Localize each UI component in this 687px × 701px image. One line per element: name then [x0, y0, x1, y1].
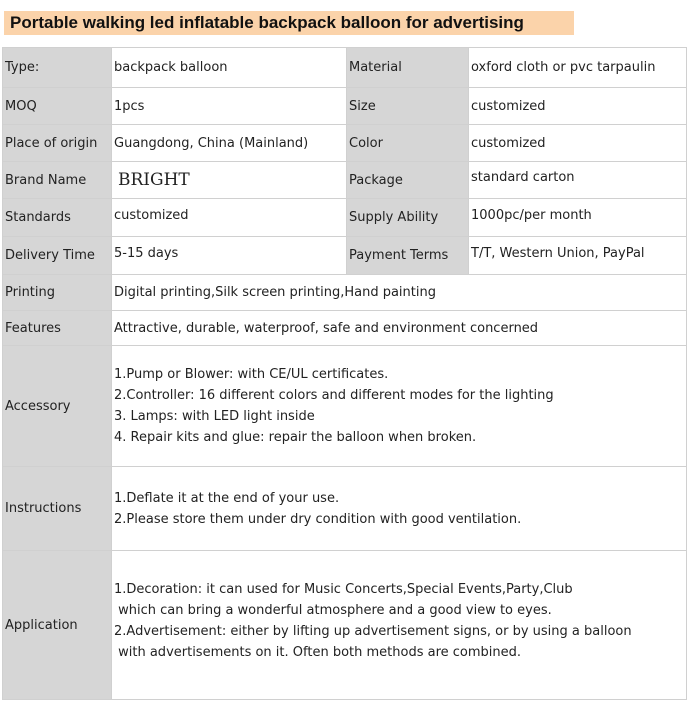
application-line: which can bring a wonderful atmosphere and a good view to eyes. — [114, 603, 552, 618]
accessory-value — [112, 346, 687, 467]
features-label: Features — [3, 311, 112, 346]
supply-value: 1000pc/per month — [469, 199, 687, 237]
type-value: backpack balloon — [112, 48, 347, 88]
application-label: Application — [3, 551, 112, 700]
standards-label: Standards — [3, 199, 112, 237]
accessory-label: Accessory — [3, 346, 112, 467]
accessory-line: 3. Lamps: with LED light inside — [114, 409, 315, 424]
accessory-line: 4. Repair kits and glue: repair the balloon when broken. — [114, 430, 477, 445]
package-label: Package — [347, 162, 469, 199]
brand-value: BRIGHT — [112, 162, 347, 199]
origin-label: Place of origin — [3, 125, 112, 162]
origin-value: Guangdong, China (Mainland) — [112, 125, 347, 162]
size-label: Size — [347, 88, 469, 125]
material-value: oxford cloth or pvc tarpaulin — [469, 48, 687, 88]
package-value: standard carton — [469, 162, 687, 199]
payment-value: T/T, Western Union, PayPal — [469, 237, 687, 275]
supply-label: Supply Ability — [347, 199, 469, 237]
moq-value: 1pcs — [112, 88, 347, 125]
delivery-value: 5-15 days — [112, 237, 347, 275]
instructions-line: 2.Please store them under dry condition with good ventilation. — [114, 511, 522, 527]
color-label: Color — [347, 125, 469, 162]
instructions-line: 1.Deflate it at the end of your use. — [114, 490, 340, 506]
type-label: Type: — [3, 48, 112, 88]
material-label: Material — [347, 48, 469, 88]
application-line: 1.Decoration: it can used for Music Concerts,Special Events,Party,Club — [114, 582, 573, 597]
moq-label: MOQ — [3, 88, 112, 125]
application-line: with advertisements on it. Often both methods are combined. — [114, 645, 522, 660]
application-line: 2.Advertisement: either by lifting up advertisement signs, or by using a balloon — [114, 624, 632, 639]
spec-table — [2, 47, 687, 700]
brand-label: Brand Name — [3, 162, 112, 199]
printing-value: Digital printing,Silk screen printing,Hand painting — [112, 275, 687, 311]
delivery-label: Delivery Time — [3, 237, 112, 275]
page-title: Portable walking led inflatable backpack balloon for advertising — [4, 11, 574, 35]
application-value — [112, 551, 687, 700]
printing-label: Printing — [3, 275, 112, 311]
accessory-line: 2.Controller: 16 different colors and different modes for the lighting — [114, 388, 554, 403]
size-value: customized — [469, 88, 687, 125]
color-value: customized — [469, 125, 687, 162]
payment-label: Payment Terms — [347, 237, 469, 275]
standards-value: customized — [112, 199, 347, 237]
features-value: Attractive, durable, waterproof, safe and environment concerned — [112, 311, 687, 346]
accessory-line: 1.Pump or Blower: with CE/UL certificates. — [114, 367, 389, 382]
instructions-label: Instructions — [3, 467, 112, 551]
instructions-value — [112, 467, 687, 551]
